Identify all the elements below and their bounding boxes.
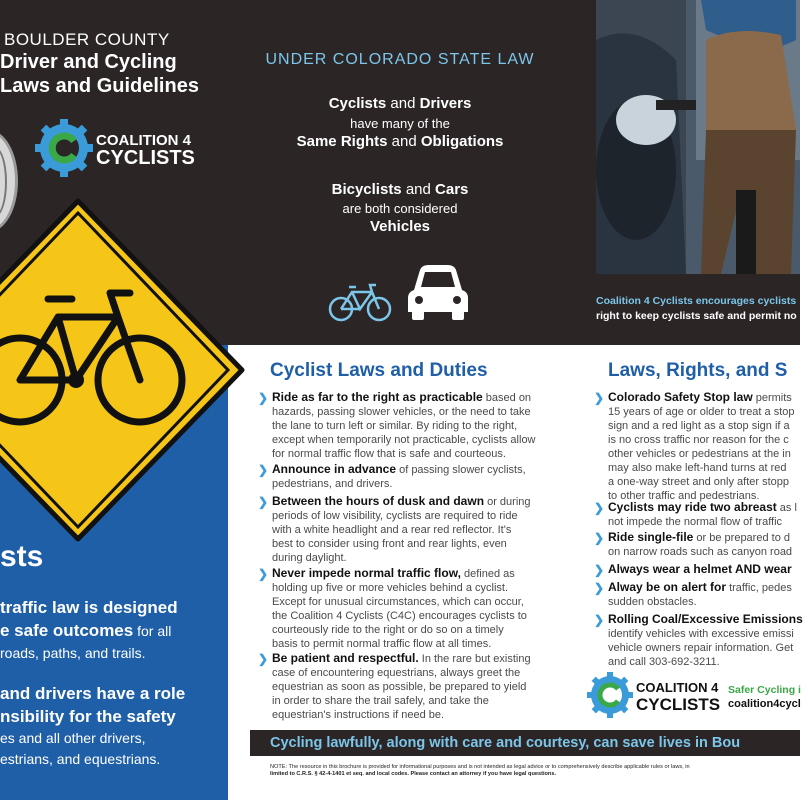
chevron-right-icon: ❯ bbox=[594, 563, 605, 577]
photo-caption: Coalition 4 Cyclists encourages cyclists right to keep cyclists safe and permit no bbox=[596, 295, 797, 322]
rights-item: ❯ Alway be on alert for traffic, pedes sudden obstacles. bbox=[594, 580, 792, 608]
state-law-line-3: Same Rights and Obligations bbox=[296, 133, 504, 150]
cyclist-law-item: ❯ Be patient and respectful. In the rare but existing case of encountering equestrians, always greet the equestrian as soon as possible, be prepared to yield in order to share the trail safely, and take the equestrian's instructions if need be. bbox=[258, 651, 531, 721]
footer-logo-line-1: COALITION 4 bbox=[636, 680, 719, 695]
legal-note: NOTE: The resource in this brochure is provided for informational purposes and is not intended as legal advice or to comprehensively describe applicable rules or laws, in limited to C.R.S. § 42-4-1401 et seq. and local codes. Please contact an attorney if you have legal questions. bbox=[270, 764, 690, 777]
chevron-right-icon: ❯ bbox=[594, 501, 605, 515]
state-law-heading: UNDER COLORADO STATE LAW bbox=[265, 51, 535, 68]
state-law-line-5: are both considered bbox=[342, 201, 458, 216]
title-line-2: Laws and Guidelines bbox=[0, 75, 199, 97]
footer-logo-line-2: CYCLISTS bbox=[636, 695, 721, 714]
logo-line-2: CYCLISTS bbox=[96, 147, 195, 169]
chevron-right-icon: ❯ bbox=[594, 391, 605, 405]
website-link[interactable]: coalition4cycl bbox=[728, 698, 801, 710]
state-law-line-2: have many of the bbox=[350, 116, 450, 131]
bicycle-icon bbox=[328, 280, 392, 324]
cyclist-law-item: ❯ Between the hours of dusk and dawn or during periods of low visibility, cyclists are required to ride with a white headlight and a rear red reflector. It's best to consider using front and rear lights, even during daylight. bbox=[258, 494, 531, 564]
rights-item: ❯ Cyclists may ride two abreast as l not impede the normal flow of traffic bbox=[594, 500, 797, 528]
chevron-right-icon: ❯ bbox=[258, 391, 269, 405]
title-line-1: Driver and Cycling bbox=[0, 51, 177, 73]
logo-line-1: COALITION 4 bbox=[96, 132, 192, 149]
state-law-line-6: Vehicles bbox=[369, 218, 431, 235]
rights-item: ❯ Rolling Coal/Excessive Emissions identify vehicles with excessive emissi vehicle owners repair information. Get and call 303-692-3211. bbox=[594, 612, 803, 668]
chevron-right-icon: ❯ bbox=[258, 652, 269, 666]
cyclist-law-item: ❯ Never impede normal traffic flow, defined as holding up five or more vehicles behind a cyclist. Except for unusual circumstances, which can occur, the Coalition 4 Cyclists (C4C) encourages cyclists to courteously ride to the right or do so on a timely basis to permit normal traffic flow at all times. bbox=[258, 566, 527, 650]
cyclist-law-item: ❯ Ride as far to the right as practicable based on hazards, passing slower vehicles, or the need to take the lane to turn left or similar. By riding to the right, except when temporarily not practicable, cyclists allow for normal traffic flow that is safe and courteous. bbox=[258, 390, 536, 460]
cyclist-in-traffic-photo bbox=[596, 0, 800, 274]
left-paragraph-1: traffic law is designed e safe outcomes for all roads, paths, and trails. bbox=[0, 598, 178, 661]
coalition-4-cyclists-footer-logo bbox=[586, 670, 736, 720]
chevron-right-icon: ❯ bbox=[594, 613, 605, 627]
rights-item: ❯ Colorado Safety Stop law permits 15 years of age or older to treat a stop sign and a red light as a stop sign if a is no cross traffic nor reason for the c other vehicles or pedestrians at the in may also make left-hand turns at red a one-way street and only after stopp to other traffic and pedestrians. bbox=[594, 390, 795, 502]
state-law-line-1: Cyclists and Drivers bbox=[328, 95, 472, 112]
chevron-right-icon: ❯ bbox=[594, 581, 605, 595]
coalition-4-cyclists-logo bbox=[34, 118, 204, 178]
rights-item: ❯ Always wear a helmet AND wear bbox=[594, 562, 792, 577]
page-title bbox=[0, 50, 199, 98]
bicycle-warning-sign-icon bbox=[0, 195, 248, 545]
car-icon bbox=[406, 262, 470, 322]
state-law-line-4: Bicyclists and Cars bbox=[331, 181, 469, 198]
bottom-banner: Cycling lawfully, along with care and courtesy, can save lives in Bou bbox=[250, 730, 800, 756]
cyclist-law-item: ❯ Announce in advance of passing slower cyclists, pedestrians, and drivers. bbox=[258, 462, 526, 490]
rights-item: ❯ Ride single-file or be prepared to d on narrow roads such as canyon road bbox=[594, 530, 793, 558]
chevron-right-icon: ❯ bbox=[258, 463, 269, 477]
left-paragraph-2: and drivers have a role nsibility for the safety es and all other drivers, estrians, and equestrians. bbox=[0, 684, 186, 767]
safer-cycling-text: Safer Cycling i bbox=[728, 684, 801, 696]
chevron-right-icon: ❯ bbox=[258, 495, 269, 509]
laws-rights-title: Laws, Rights, and S bbox=[608, 360, 788, 381]
cyclist-laws-title: Cyclist Laws and Duties bbox=[270, 360, 488, 381]
chevron-right-icon: ❯ bbox=[258, 567, 269, 581]
chevron-right-icon: ❯ bbox=[594, 531, 605, 545]
left-panel-heading: sts bbox=[0, 540, 44, 573]
county-label: BOULDER COUNTY bbox=[4, 30, 170, 49]
